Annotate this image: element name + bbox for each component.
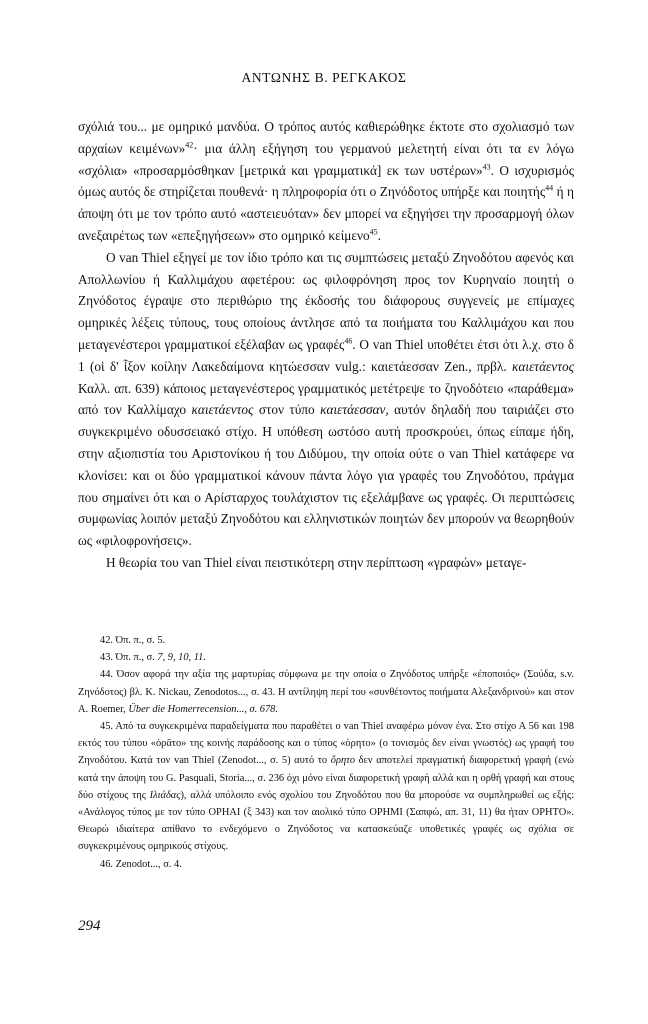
footnote-44: 44. Όσον αφορά την αξία της μαρτυρίας σύμφωνα με την οποία ο Ζηνόδοτος υπήρξε «ἐποποιός» (Σούδα, s.v. Ζηνόδοτος) βλ. K. Nickau, Zenodotos..., σ. 43. Η αντίληψη περί του «συνθέτοντος ποιήματα Αλεξανδρινού» και στον A. Roemer, Über die Homerrecension..., σ. 678. [78,669,574,715]
running-header: ΑΝΤΩΝΗΣ Β. ΡΕΓΚΑΚΟΣ [241,70,407,85]
footnote-ref-46[interactable]: 46 [344,336,353,346]
footnote-43: 43. Όπ. π., σ. 7, 9, 10, 11. [100,652,206,664]
footnote-ref-42[interactable]: 42 [185,140,194,150]
footnote-ref-45[interactable]: 45 [369,227,378,237]
italic-word: καιετάεντος [512,358,574,374]
footnote-45: 45. Από τα συγκεκριμένα παραδείγματα που παραθέτει ο van Thiel αναφέρω μόνον ένα. Στο στίχο Α 56 και 198 εκτός του τύπου «ὁρᾶτο» της κοινής παράδοσης και ο τύπος «ὁρητο» (ο τονισμός δεν είναι γνωστός) ως γραφή του Ζηνοδότου. Κατά τον van Thiel (Zenodot..., σ. 5) αυτό το ὅρητο δεν αποτελεί πραγματική διαφορετική γραφή (ενώ κατά την άποψη του G. Pasquali, Storia..., σ. 236 όχι μόνο είναι διαφορετική γραφή αλλά και η ορθή γραφή και στους δύο στίχους της Ιλιάδας), αλλά υπόλοιπο ενός σχολίου του Ζηνοδότου που θα μπορούσε να συμπληρωθεί ως εξής: «Ανάλογος τύπος με τον τύπο ΟΡΗΑΙ (ξ 343) και τον αιολικό τύπο ΟΡΗΜΙ (Σαπφώ, απ. 31, 11) θα ήταν ΟΡΗΤΟ». Θεωρώ ιδιαίτερα απίθανο το ενδεχόμενο ο Ζηνόδοτος να κατασκεύαζε υποθετικές γραφές ως σχόλια σε συγκεκριμένους ομηρικούς στίχους. [78,721,574,853]
footnote-46: 46. Zenodot..., σ. 4. [100,858,182,870]
footnote-ref-44[interactable]: 44 [545,183,554,193]
paragraph-2: Ο van Thiel εξηγεί με τον ίδιο τρόπο και τις συμπτώσεις μεταξύ Ζηνοδότου αφενός και Απολλωνίου ή Καλλιμάχου αφετέρου: ως φιλοφρόνηση προς τον Κυρηναίο ποιητή ο Ζηνόδοτος έγραψε στο περιθώριο της έκδοσής του διάφορους συγγενείς με επίμαχες ομηρικές λέξεις τύπους, τους οποίους άντλησε από τα ποιήματα του Καλλιμάχου και που μεταγενέστεροι γραμματικοί εξέλαβαν ως γραφές$^{46}$. Ο van Thiel υποθέτει έτσι ότι λ.χ. στο δ 1 (οἱ δ' ἷξον κοίλην Λακεδαίμονα κητώεσσαν vulg.: καιετάεσσαν Zen., πρβλ. καιετάεντος Καλλ. απ. 639) κάποιος μεταγενέστερος γραμματικός μετέτρεψε το ζηνοδότειο «παράθεμα» από τον Καλλίμαχο καιετάεντος στον τύπο καιετάεσσαν, αυτόν δηλαδή που ταιριάζει στο συγκεκριμένο οδυσσειακό στίχο. Η υπόθεση ωστόσο αυτή προσκρούει, όπως είπαμε ήδη, στην αξιοπιστία του Αριστονίκου ή του Διδύμου, την οποία ούτε ο van Thiel κατάφερε να κλονίσει: και οι δύο γραμματικοί κάνουν πάντα λόγο για γραφές του Ζηνοδότου, πράγμα που σημαίνει ότι και ο Αρίσταρχος τουλάχιστον τις εξελάμβανε ως γραφές. Οι περιπτώσεις συμφωνίας λοιπόν μεταξύ Ζηνοδότου και ελληνιστικών ποιητών δεν μπορούν να θεωρηθούν ως «φιλοφρονήσεις». [78,249,574,549]
italic-word: καιετάεντος [191,402,254,418]
footnotes [78,632,574,873]
paragraph-1: σχόλιά του... με ομηρικό μανδύα. Ο τρόπος αυτός καθιερώθηκε έκτοτε στο σχολιασμό των αρχαίων κειμένων»$^{42}$· μια άλλη εξήγηση του γερμανού μελετητή είναι ότι τα εν λόγω «σχόλια» «προσαρμόσθηκαν [μετρικά και γραμματικά] εκ των υστέρων»$^{43}$. Ο ισχυρισμός όμως αυτός δε στηρίζεται πουθενά· η πληροφορία ότι ο Ζηνόδοτος υπήρξε και ποιητής$^{44}$ ή η άποψη ότι με τον τρόπο αυτό «αστειευόταν» δεν μπορεί να εξηγήσει την προσαρμογή όλων ανεξαιρέτως των «επεξηγήσεων» στο ομηρικό κείμενο$^{45}$. [78,119,574,243]
italic-word: καιετάεσσαν, [320,402,389,418]
main-text [78,116,574,574]
paragraph-3: Η θεωρία του van Thiel είναι πειστικότερη στην περίπτωση «γραφών» μεταγε- [106,554,527,570]
footnote-ref-43[interactable]: 43 [482,162,491,172]
footnote-42: 42. Όπ. π., σ. 5. [100,635,166,646]
page-number: 294 [78,918,101,934]
